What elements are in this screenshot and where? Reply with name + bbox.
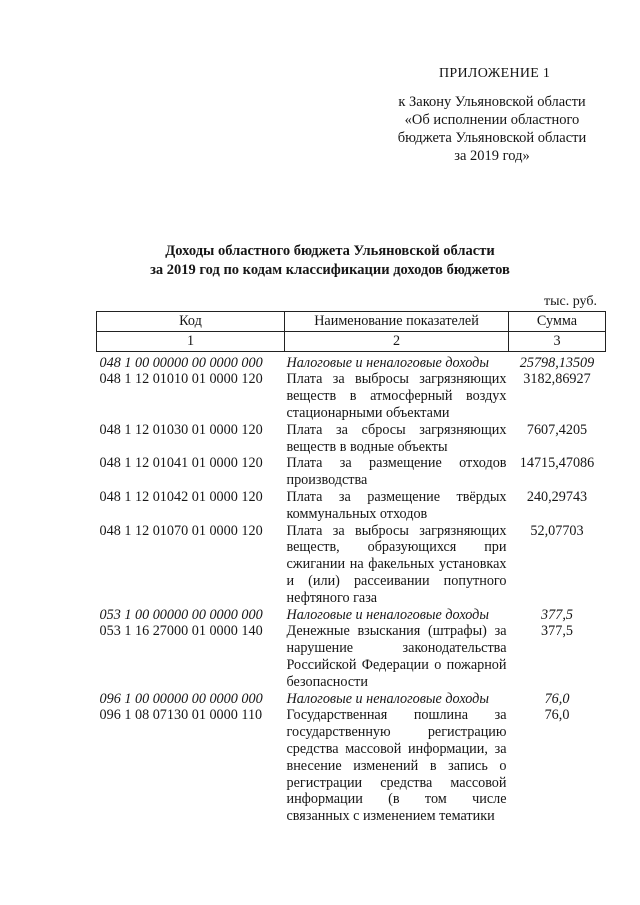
row-name: Денежные взыскания (штрафы) за нарушение законодательства Российской Федерации о пожарной безопасности — [286, 623, 507, 690]
table-row — [97, 707, 606, 825]
row-code: 048 1 12 01030 01 0000 120 — [99, 421, 263, 438]
row-code: 096 1 00 00000 00 0000 000 — [99, 690, 263, 707]
row-name: Налоговые и неналоговые доходы — [286, 606, 489, 623]
law-reference-line: «Об исполнении областного — [404, 112, 580, 128]
table-row — [97, 455, 606, 489]
table-row — [97, 523, 606, 607]
row-code: 048 1 12 01041 01 0000 120 — [99, 455, 263, 472]
table-number-row — [97, 331, 606, 351]
table-row — [97, 607, 606, 624]
header-sum: Сумма — [509, 312, 606, 332]
row-name: Плата за выбросы загрязняющих веществ, образующихся при сжигании на факельных установках и (или) рассеивании попутного нефтяного газа — [286, 522, 507, 606]
row-sum: 377,5 — [541, 606, 573, 623]
row-name: Плата за размещение твёрдых коммунальных отходов — [286, 488, 507, 522]
row-sum: 377,5 — [541, 623, 573, 640]
table-row — [97, 422, 606, 456]
table-header-row — [97, 312, 606, 332]
row-name: Плата за выбросы загрязняющих веществ в атмосферный воздух стационарными объектами — [286, 371, 507, 421]
law-reference — [380, 93, 604, 165]
row-code: 053 1 16 27000 01 0000 140 — [99, 623, 263, 640]
row-name: Плата за сбросы загрязняющих веществ в водные объекты — [286, 421, 507, 455]
law-reference-line: бюджета Ульяновской области — [397, 130, 587, 146]
row-code: 048 1 12 01010 01 0000 120 — [99, 371, 263, 388]
units-label: тыс. руб. — [544, 294, 597, 309]
header-number-2: 2 — [285, 331, 509, 351]
table-row — [97, 351, 606, 371]
document-title — [120, 242, 540, 280]
row-code: 096 1 08 07130 01 0000 110 — [99, 707, 263, 724]
row-sum: 3182,86927 — [523, 371, 591, 388]
row-sum: 240,29743 — [526, 488, 588, 505]
header-name: Наименование показателей — [285, 312, 509, 332]
table-row — [97, 371, 606, 421]
row-code: 048 1 12 01042 01 0000 120 — [99, 488, 263, 505]
revenue-table — [96, 311, 606, 825]
row-name: Государственная пошлина за государственную регистрацию средства массовой информации, за внесение изменений в запись о регистрации средства массовой информации (в том числе связанных с изменением тематики — [286, 707, 507, 825]
row-sum: 52,07703 — [530, 522, 584, 539]
header-number-3: 3 — [509, 331, 606, 351]
row-code: 048 1 12 01070 01 0000 120 — [99, 522, 263, 539]
table-row — [97, 489, 606, 523]
row-sum: 76,0 — [544, 690, 570, 707]
appendix-label: ПРИЛОЖЕНИЕ 1 — [439, 66, 551, 81]
row-sum: 14715,47086 — [519, 455, 595, 472]
row-name: Плата за размещение отходов производства — [286, 455, 507, 489]
table-row — [97, 623, 606, 690]
row-code: 048 1 00 00000 00 0000 000 — [99, 354, 263, 371]
table-header — [97, 312, 606, 352]
table-row — [97, 691, 606, 708]
table-body — [97, 351, 606, 825]
row-name: Налоговые и неналоговые доходы — [286, 690, 489, 707]
row-sum: 25798,13509 — [519, 354, 595, 371]
row-code: 053 1 00 00000 00 0000 000 — [99, 606, 263, 623]
row-name: Налоговые и неналоговые доходы — [286, 354, 489, 371]
header-code: Код — [97, 312, 285, 332]
law-reference-line: за 2019 год» — [454, 148, 530, 164]
law-reference-line: к Закону Ульяновской области — [398, 94, 586, 110]
document-title-line: Доходы областного бюджета Ульяновской области — [165, 243, 495, 259]
row-sum: 76,0 — [544, 707, 570, 724]
document-title-line: за 2019 год по кодам классификации доходов бюджетов — [150, 262, 510, 278]
header-number-1: 1 — [97, 331, 285, 351]
row-sum: 7607,4205 — [526, 421, 588, 438]
